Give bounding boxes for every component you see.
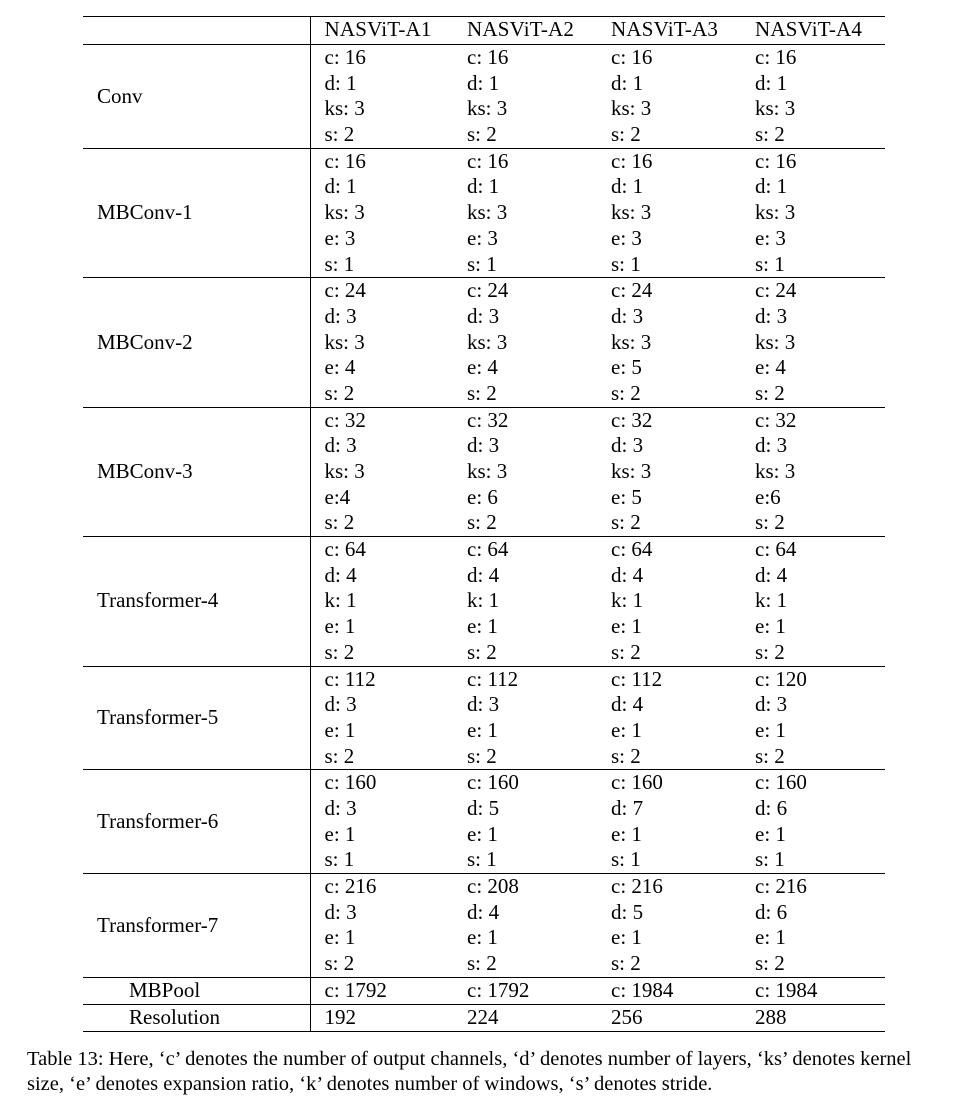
table-row [83, 977, 885, 1004]
cell-param: s: 1 [467, 847, 497, 872]
cell-param: ks: 3 [755, 459, 796, 483]
cell-param: s: 2 [755, 122, 785, 147]
table-row [83, 45, 885, 149]
table-cell: 288 [741, 1004, 885, 1031]
cell-param: d: 4 [611, 562, 644, 587]
cell-param: c: 64 [467, 537, 509, 562]
table-row [83, 770, 885, 874]
table-cell [597, 407, 741, 536]
cell-param: e: 1 [755, 717, 786, 742]
cell-param: e: 5 [611, 355, 642, 380]
cell-param: ks: 3 [467, 459, 508, 483]
architecture-table [83, 16, 885, 1032]
table-header-row [83, 17, 885, 45]
table-cell [310, 45, 453, 149]
cell-param: s: 2 [755, 951, 785, 976]
table-cell [741, 407, 885, 536]
cell-param: d: 3 [467, 692, 500, 717]
cell-param: c: 24 [324, 278, 366, 303]
table-cell: 256 [597, 1004, 741, 1031]
cell-param: s: 2 [611, 951, 641, 976]
header-corner [83, 17, 310, 45]
cell-param: d: 7 [611, 795, 644, 820]
cell-param: e: 1 [467, 717, 498, 742]
cell-param: s: 1 [611, 251, 641, 276]
cell-param: d: 1 [467, 70, 500, 95]
table-cell [310, 278, 453, 407]
table-row [83, 1004, 885, 1031]
cell-param: c: 16 [611, 148, 653, 173]
cell-param: e: 1 [611, 717, 642, 742]
header-nasvit-a4: NASViT-A4 [741, 17, 885, 45]
table-cell [310, 148, 453, 277]
row-label: Transformer-6 [83, 770, 310, 874]
cell-param: e: 3 [755, 225, 786, 250]
cell-param: e: 3 [611, 225, 642, 250]
table-cell: c: 1792 [453, 977, 597, 1004]
cell-param: e: 1 [467, 925, 498, 950]
table-cell: 192 [310, 1004, 453, 1031]
cell-param: e: 1 [467, 821, 498, 846]
table-cell [453, 770, 597, 874]
cell-param: d: 6 [755, 899, 788, 924]
cell-param: e:6 [755, 484, 781, 509]
cell-param: s: 1 [611, 847, 641, 872]
cell-param: k: 1 [324, 588, 357, 613]
cell-param: c: 160 [467, 770, 519, 795]
table-cell [741, 45, 885, 149]
cell-param: c: 24 [611, 278, 653, 303]
cell-param: s: 2 [611, 510, 641, 535]
cell-param: c: 208 [467, 874, 519, 898]
cell-param: e: 1 [324, 821, 356, 846]
cell-param: c: 160 [324, 770, 377, 795]
cell-param: c: 32 [324, 407, 366, 432]
table-cell [453, 407, 597, 536]
table-cell [597, 45, 741, 149]
cell-param: d: 3 [467, 433, 500, 458]
cell-param: d: 3 [324, 899, 357, 924]
cell-param: d: 4 [467, 562, 500, 587]
cell-param: d: 1 [324, 174, 357, 199]
table-cell [310, 537, 453, 666]
cell-param: d: 1 [467, 174, 500, 199]
table-cell [741, 278, 885, 407]
cell-param: k: 1 [467, 588, 500, 613]
cell-param: ks: 3 [755, 329, 796, 354]
row-label: MBConv-2 [83, 278, 310, 407]
table-cell: 224 [453, 1004, 597, 1031]
cell-param: d: 3 [324, 795, 357, 820]
cell-param: e: 1 [755, 614, 786, 639]
header-nasvit-a2: NASViT-A2 [453, 17, 597, 45]
cell-param: d: 3 [611, 303, 644, 328]
cell-param: s: 2 [467, 743, 497, 768]
table-row [83, 537, 885, 666]
cell-param: s: 1 [324, 847, 355, 872]
cell-param: s: 1 [755, 847, 785, 872]
table-cell [453, 666, 597, 770]
cell-param: c: 16 [467, 45, 509, 69]
cell-param: c: 160 [611, 770, 663, 795]
cell-param: d: 3 [755, 433, 788, 458]
table-body [83, 45, 885, 1032]
cell-param: k: 1 [611, 588, 644, 613]
cell-param: s: 2 [467, 380, 497, 405]
cell-param: e:4 [324, 484, 351, 509]
cell-param: c: 16 [467, 148, 509, 173]
cell-param: e: 1 [755, 925, 786, 950]
table-caption: Table 13: Here, ‘c’ denotes the number of output channels, ‘d’ denotes number of layers, ‘ks’ denotes kernel size, ‘e’ denotes expansion ratio, ‘k’ denotes number of windows, ‘s’ denotes stride. [27, 1048, 912, 1095]
table-cell [453, 874, 597, 978]
cell-param: s: 2 [755, 743, 785, 768]
cell-param: c: 16 [755, 45, 797, 69]
cell-param: s: 2 [755, 510, 785, 535]
cell-param: ks: 3 [324, 459, 365, 483]
cell-param: c: 64 [611, 537, 653, 562]
cell-param: d: 4 [324, 562, 357, 587]
cell-param: e: 3 [324, 225, 356, 250]
cell-param: c: 160 [755, 770, 807, 795]
cell-param: c: 216 [324, 874, 377, 898]
cell-param: d: 1 [611, 174, 644, 199]
cell-param: d: 1 [755, 174, 788, 199]
cell-param: e: 1 [611, 614, 642, 639]
table-cell [453, 45, 597, 149]
cell-param: e: 5 [611, 484, 642, 509]
cell-param: ks: 3 [467, 329, 508, 354]
cell-param: s: 2 [324, 380, 355, 405]
cell-param: e: 6 [467, 484, 498, 509]
table-cell [310, 770, 453, 874]
cell-param: ks: 3 [611, 200, 652, 225]
cell-param: ks: 3 [611, 329, 652, 354]
cell-param: d: 3 [755, 692, 788, 717]
table-row [83, 148, 885, 277]
cell-param: s: 2 [611, 639, 641, 664]
table-cell [741, 148, 885, 277]
row-label: MBConv-1 [83, 148, 310, 277]
cell-param: e: 3 [467, 225, 498, 250]
table-cell [741, 874, 885, 978]
cell-param: d: 4 [467, 899, 500, 924]
table-row [83, 407, 885, 536]
cell-param: e: 1 [755, 821, 786, 846]
cell-param: d: 1 [611, 70, 644, 95]
cell-param: s: 2 [467, 122, 497, 147]
cell-param: d: 3 [755, 303, 788, 328]
table-cell [453, 148, 597, 277]
cell-param: ks: 3 [324, 96, 365, 121]
cell-param: d: 3 [324, 433, 357, 458]
table-cell [597, 278, 741, 407]
cell-param: c: 112 [324, 666, 376, 691]
cell-param: ks: 3 [324, 329, 365, 354]
cell-param: d: 3 [324, 692, 357, 717]
cell-param: e: 1 [611, 925, 642, 950]
row-label: Transformer-4 [83, 537, 310, 666]
cell-param: c: 16 [324, 148, 366, 173]
cell-param: c: 32 [611, 407, 653, 432]
row-label: MBConv-3 [83, 407, 310, 536]
cell-param: ks: 3 [755, 200, 796, 225]
cell-param: s: 2 [324, 639, 355, 664]
cell-param: c: 120 [755, 666, 807, 691]
table-cell [741, 666, 885, 770]
cell-param: ks: 3 [611, 459, 652, 483]
table-cell [597, 666, 741, 770]
cell-param: c: 112 [611, 666, 663, 691]
row-label: Transformer-5 [83, 666, 310, 770]
table-cell [741, 770, 885, 874]
cell-param: e: 1 [467, 614, 498, 639]
cell-param: d: 3 [324, 303, 357, 328]
table-row [83, 278, 885, 407]
cell-param: s: 2 [467, 639, 497, 664]
row-label: Transformer-7 [83, 874, 310, 978]
cell-param: d: 1 [324, 70, 357, 95]
cell-param: c: 16 [611, 45, 653, 69]
cell-param: ks: 3 [467, 200, 508, 225]
cell-param: c: 216 [755, 874, 807, 898]
cell-param: e: 4 [755, 355, 786, 380]
cell-param: e: 1 [611, 821, 642, 846]
cell-param: c: 24 [755, 278, 797, 303]
cell-param: s: 1 [467, 251, 497, 276]
cell-param: ks: 3 [467, 96, 508, 121]
row-label: Resolution [83, 1004, 310, 1031]
cell-param: s: 2 [324, 951, 355, 976]
cell-param: d: 5 [611, 899, 644, 924]
table-cell [310, 666, 453, 770]
table-cell [597, 874, 741, 978]
cell-param: c: 16 [755, 148, 797, 173]
cell-param: d: 1 [755, 70, 788, 95]
cell-param: c: 216 [611, 874, 663, 898]
row-label: MBPool [83, 977, 310, 1004]
cell-param: d: 6 [755, 795, 788, 820]
table-cell [597, 770, 741, 874]
cell-param: d: 3 [611, 433, 644, 458]
cell-param: s: 2 [467, 951, 497, 976]
table-cell [310, 407, 453, 536]
header-nasvit-a1: NASViT-A1 [310, 17, 453, 45]
cell-param: d: 4 [611, 692, 644, 717]
table-row [83, 666, 885, 770]
cell-param: e: 1 [324, 614, 356, 639]
header-nasvit-a3: NASViT-A3 [597, 17, 741, 45]
table-cell [597, 148, 741, 277]
cell-param: s: 2 [324, 510, 355, 535]
cell-param: s: 2 [611, 122, 641, 147]
cell-param: c: 24 [467, 278, 509, 303]
cell-param: s: 2 [611, 743, 641, 768]
cell-param: s: 2 [611, 380, 641, 405]
cell-param: s: 1 [755, 251, 785, 276]
cell-param: ks: 3 [324, 200, 365, 225]
cell-param: s: 2 [755, 639, 785, 664]
cell-param: c: 32 [755, 407, 797, 432]
cell-param: s: 2 [324, 743, 355, 768]
cell-param: s: 2 [755, 380, 785, 405]
table-row [83, 874, 885, 978]
cell-param: c: 32 [467, 407, 509, 432]
cell-param: e: 1 [324, 925, 356, 950]
cell-param: s: 2 [467, 510, 497, 535]
cell-param: d: 3 [467, 303, 500, 328]
cell-param: c: 64 [324, 537, 366, 562]
table-cell [453, 537, 597, 666]
cell-param: ks: 3 [611, 96, 652, 121]
cell-param: c: 112 [467, 666, 519, 691]
table-cell: c: 1984 [741, 977, 885, 1004]
table-cell [597, 537, 741, 666]
cell-param: s: 2 [324, 122, 355, 147]
cell-param: c: 64 [755, 537, 797, 562]
cell-param: e: 4 [324, 355, 356, 380]
table-cell [453, 278, 597, 407]
table-cell: c: 1792 [310, 977, 453, 1004]
cell-param: e: 4 [467, 355, 498, 380]
table-cell [310, 874, 453, 978]
cell-param: e: 1 [324, 717, 356, 742]
table-cell: c: 1984 [597, 977, 741, 1004]
cell-param: c: 16 [324, 45, 366, 69]
cell-param: k: 1 [755, 588, 788, 613]
cell-param: ks: 3 [755, 96, 796, 121]
cell-param: d: 5 [467, 795, 500, 820]
cell-param: d: 4 [755, 562, 788, 587]
row-label: Conv [83, 45, 310, 149]
table-cell [741, 537, 885, 666]
cell-param: s: 1 [324, 251, 355, 276]
